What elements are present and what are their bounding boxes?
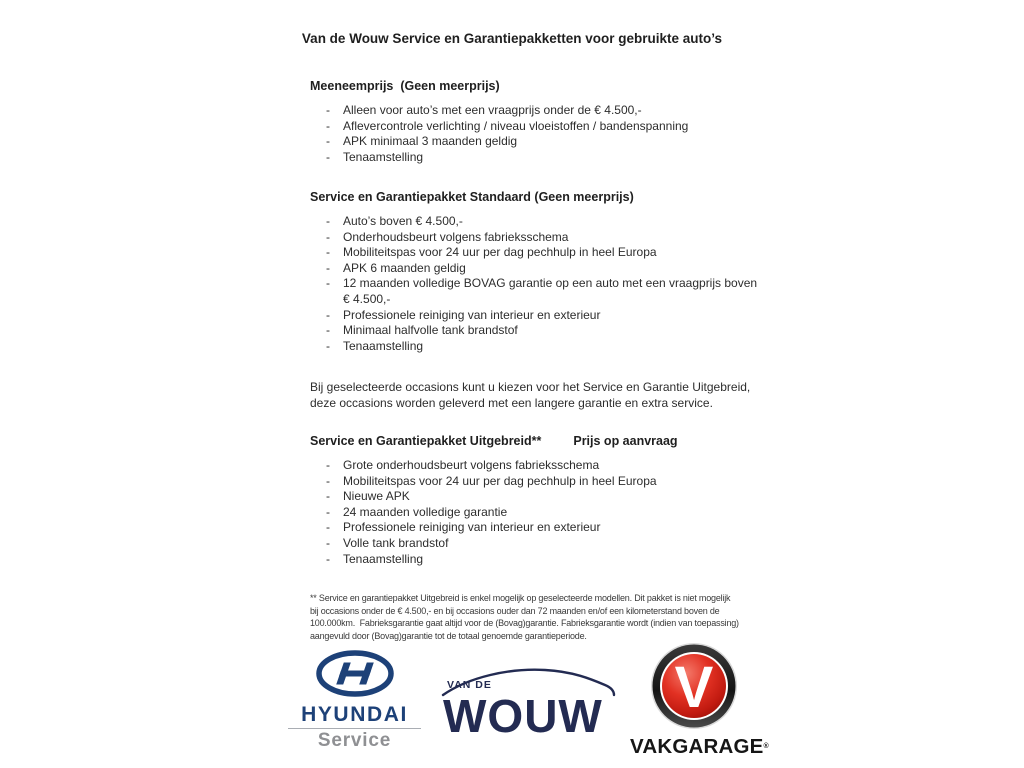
page-title: Van de Wouw Service en Garantiepakketten voor gebruikte auto’s [301, 31, 723, 46]
list-uitgebreid [310, 458, 657, 567]
price-note: Prijs op aanvraag [573, 434, 678, 448]
list-item [326, 536, 657, 552]
list-item [326, 214, 757, 230]
list-item-text: Auto’s boven € 4.500,- [343, 214, 463, 228]
list-item-text: Volle tank brandstof [343, 535, 449, 550]
list-item-text: Minimaal halfvolle tank brandstof [343, 323, 518, 338]
list-item-text: Professionele reiniging van interieur en exterieur [343, 520, 601, 535]
bullet-dash: - [326, 134, 330, 149]
bullet-dash: - [326, 307, 330, 322]
paragraph-line: deze occasions worden geleverd met een langere garantie en extra service. [310, 396, 713, 411]
vakgarage-wordmark-text: VAKGARAGE [630, 735, 764, 758]
list-item [326, 134, 688, 150]
bullet-dash: - [326, 103, 330, 117]
list-item [326, 230, 757, 246]
list-item [326, 245, 757, 261]
bullet-dash: - [326, 276, 330, 291]
list-item [326, 505, 657, 521]
bullet-dash: - [326, 473, 330, 488]
list-item-text: Grote onderhoudsbeurt volgens fabrieksschema [343, 458, 600, 472]
list-item-text: APK minimaal 3 maanden geldig [343, 134, 518, 149]
list-item-text: Mobiliteitspas voor 24 uur per dag pechhulp in heel Europa [343, 245, 657, 260]
list-item-text: Mobiliteitspas voor 24 uur per dag pechhulp in heel Europa [343, 473, 657, 488]
wouw-logo-graphic [441, 664, 619, 740]
list-item [326, 520, 657, 536]
list-item [326, 261, 757, 277]
list-item-text [343, 276, 757, 307]
list-item [326, 489, 657, 505]
bullet-dash: - [326, 229, 330, 244]
section-heading-text: Service en Garantiepakket Uitgebreid** [310, 434, 542, 448]
footnote-line: aangevuld door (Bovag)garantie tot de totaal genoemde garantieperiode. [310, 630, 587, 641]
bullet-dash: - [326, 504, 330, 519]
bullet-dash: - [326, 489, 330, 504]
registered-mark: ® [763, 743, 769, 750]
vakgarage-logo [630, 641, 769, 758]
list-item [326, 150, 688, 166]
intro-paragraph [310, 379, 750, 412]
list-item [326, 308, 757, 324]
bullet-dash: - [326, 149, 330, 164]
list-item [326, 103, 688, 119]
list-item [326, 276, 757, 307]
bullet-dash: - [326, 323, 330, 338]
wouw-wordmark: WOUW [443, 690, 603, 740]
vakgarage-letter: V [674, 655, 714, 720]
vakgarage-wordmark [630, 735, 769, 758]
list-item [326, 323, 757, 339]
bullet-dash: - [326, 520, 330, 535]
list-item-text: Nieuwe APK [343, 489, 410, 504]
list-item [326, 339, 757, 355]
van-de-wouw-logo [441, 664, 619, 740]
list-item-text: Professionele reiniging van interieur en exterieur [343, 307, 601, 322]
list-item-text: Tenaamstelling [343, 338, 424, 353]
bullet-dash: - [326, 338, 330, 353]
list-item-text: Onderhoudsbeurt volgens fabrieksschema [343, 229, 569, 244]
vakgarage-emblem-icon [630, 641, 758, 731]
list-item [326, 474, 657, 490]
bullet-dash: - [326, 260, 330, 275]
list-item-text: Alleen voor auto’s met een vraagprijs onder de € 4.500,- [343, 103, 642, 117]
list-item-text: Tenaamstelling [343, 149, 424, 164]
list-item-text: Tenaamstelling [343, 551, 424, 566]
list-item-text: 24 maanden volledige garantie [343, 504, 508, 519]
bullet-dash: - [326, 535, 330, 550]
footnote-line: 100.000km. Fabrieksgarantie gaat altijd voor de (Bovag)garantie. Fabrieksgarantie wordt (indien van toepassing) [310, 618, 739, 629]
hyundai-symbol-icon [314, 650, 396, 697]
footnote [310, 592, 739, 642]
list-item-line: € 4.500,- [343, 291, 391, 306]
footnote-line: bij occasions onder de € 4.500,- en bij occasions ouder dan 72 maanden en/of een kilometerstand boven de [310, 605, 720, 616]
bullet-dash: - [326, 245, 330, 260]
bullet-dash: - [326, 551, 330, 566]
footnote-line: ** Service en garantiepakket Uitgebreid is enkel mogelijk op geselecteerde modellen. Dit pakket is niet mogelijk [310, 593, 731, 603]
section-heading-uitgebreid [310, 434, 678, 448]
paragraph-line: Bij geselecteerde occasions kunt u kiezen voor het Service en Garantie Uitgebreid, [310, 380, 751, 394]
bullet-dash: - [326, 118, 330, 133]
hyundai-service-label: Service [317, 730, 392, 751]
list-item-text: APK 6 maanden geldig [343, 260, 466, 275]
list-meeneemprijs [310, 103, 688, 165]
hyundai-divider [288, 728, 421, 729]
hyundai-wordmark: HYUNDAI [301, 703, 408, 726]
list-standaard [310, 214, 757, 354]
list-item [326, 119, 688, 135]
section-heading-meeneemprijs: Meeneemprijs (Geen meerprijs) [310, 79, 500, 93]
list-item [326, 552, 657, 568]
list-item-text: Aflevercontrole verlichting / niveau vloeistoffen / bandenspanning [343, 118, 689, 133]
section-heading-standaard: Service en Garantiepakket Standaard (Geen meerprijs) [310, 190, 634, 204]
hyundai-service-logo [288, 650, 421, 751]
bullet-dash: - [326, 214, 330, 228]
bullet-dash: - [326, 458, 330, 472]
wouw-prefix: VAN DE [447, 679, 492, 691]
list-item-line: 12 maanden volledige BOVAG garantie op een auto met een vraagprijs boven [343, 276, 758, 291]
logo-row [0, 640, 1024, 768]
list-item [326, 458, 657, 474]
